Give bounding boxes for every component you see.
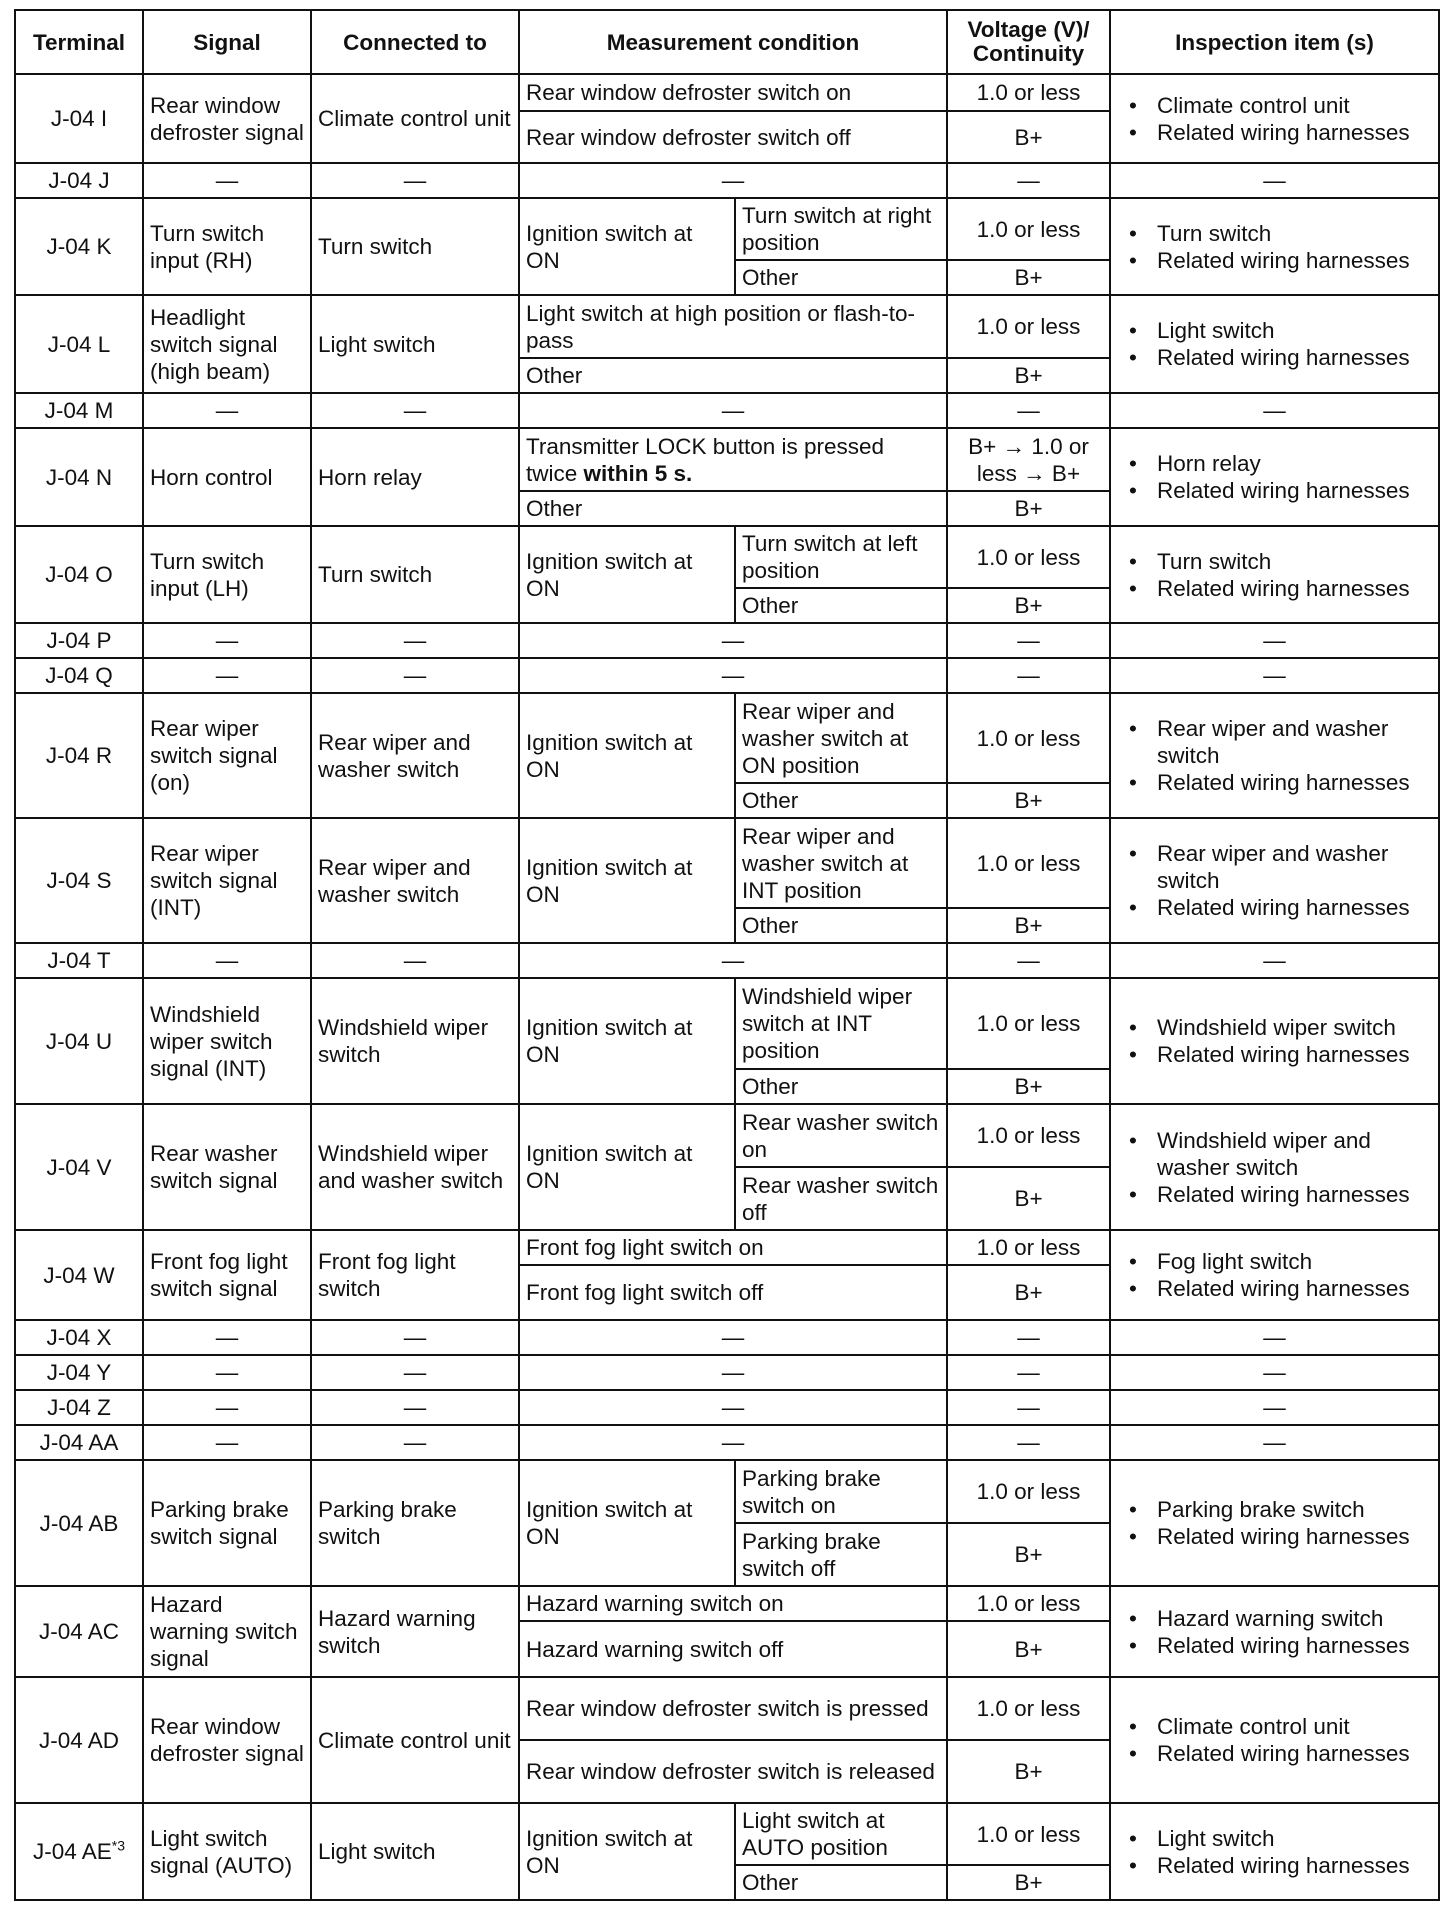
- voltage-cell: 1.0 or less: [947, 818, 1110, 908]
- table-row: [15, 428, 1439, 491]
- subcondition-cell: Windshield wiper switch at INT position: [735, 978, 947, 1069]
- inspection-cell: [1110, 295, 1439, 393]
- subcondition-cell: Rear wiper and washer switch at INT position: [735, 818, 947, 908]
- voltage-cell: B+: [947, 1523, 1110, 1586]
- dash-cell: —: [1110, 393, 1439, 428]
- dash-cell: —: [519, 623, 947, 658]
- list-item: • Related wiring harnesses: [1157, 1740, 1432, 1767]
- condition-cell: Ignition switch at ON: [519, 526, 735, 623]
- table-row: [15, 1460, 1439, 1523]
- list-item: • Related wiring harnesses: [1157, 477, 1432, 504]
- dash-cell: —: [311, 163, 519, 198]
- condition-cell: Ignition switch at ON: [519, 198, 735, 295]
- voltage-cell: B+ → 1.0 or less → B+: [947, 428, 1110, 491]
- dash-cell: —: [143, 1355, 311, 1390]
- dash-cell: —: [311, 1320, 519, 1355]
- voltage-cell: 1.0 or less: [947, 198, 1110, 260]
- voltage-cell: 1.0 or less: [947, 978, 1110, 1069]
- voltage-cell: B+: [947, 783, 1110, 818]
- terminal-cell: J-04 AE$^{*3}$: [15, 1803, 143, 1900]
- connected-cell: Climate control unit: [311, 1677, 519, 1803]
- table-row: [15, 1586, 1439, 1621]
- table-row: [15, 74, 1439, 111]
- subcondition-cell: Rear wiper and washer switch at ON position: [735, 693, 947, 783]
- voltage-cell: 1.0 or less: [947, 295, 1110, 358]
- list-item: • Parking brake switch: [1157, 1496, 1432, 1523]
- signal-cell: Front fog light switch signal: [143, 1230, 311, 1320]
- voltage-cell: B+: [947, 1621, 1110, 1677]
- terminal-cell: J-04 Y: [15, 1355, 143, 1390]
- voltage-cell: B+: [947, 908, 1110, 943]
- connected-cell: Windshield wiper and washer switch: [311, 1104, 519, 1230]
- list-item: • Related wiring harnesses: [1157, 1523, 1432, 1550]
- connected-cell: Rear wiper and washer switch: [311, 693, 519, 818]
- table-row: [15, 943, 1439, 978]
- dash-cell: —: [519, 1425, 947, 1460]
- condition-cell: Ignition switch at ON: [519, 1104, 735, 1230]
- voltage-cell: 1.0 or less: [947, 74, 1110, 111]
- terminal-inspection-table: [14, 9, 1440, 1901]
- signal-cell: Rear wiper switch signal (on): [143, 693, 311, 818]
- subcondition-cell: Light switch at AUTO position: [735, 1803, 947, 1865]
- voltage-cell: B+: [947, 260, 1110, 295]
- signal-cell: Parking brake switch signal: [143, 1460, 311, 1586]
- inspection-cell: [1110, 526, 1439, 623]
- connected-cell: Light switch: [311, 295, 519, 393]
- list-item: • Turn switch: [1157, 548, 1432, 575]
- terminal-cell: J-04 W: [15, 1230, 143, 1320]
- inspection-cell: [1110, 1586, 1439, 1677]
- dash-cell: —: [1110, 658, 1439, 693]
- condition-cell: Hazard warning switch off: [519, 1621, 947, 1677]
- voltage-cell: 1.0 or less: [947, 1677, 1110, 1740]
- voltage-cell: B+: [947, 111, 1110, 163]
- header-terminal: Terminal: [15, 10, 143, 74]
- connected-cell: Hazard warning switch: [311, 1586, 519, 1677]
- table-row: [15, 1104, 1439, 1167]
- dash-cell: —: [519, 163, 947, 198]
- condition-cell: Rear window defroster switch off: [519, 111, 947, 163]
- inspection-cell: [1110, 1803, 1439, 1900]
- terminal-cell: J-04 T: [15, 943, 143, 978]
- dash-cell: —: [947, 623, 1110, 658]
- inspection-cell: [1110, 1104, 1439, 1230]
- signal-cell: Turn switch input (LH): [143, 526, 311, 623]
- condition-cell: Other: [519, 358, 947, 393]
- terminal-cell: J-04 M: [15, 393, 143, 428]
- dash-cell: —: [143, 943, 311, 978]
- voltage-cell: 1.0 or less: [947, 1230, 1110, 1265]
- dash-cell: —: [947, 1425, 1110, 1460]
- dash-cell: —: [311, 1425, 519, 1460]
- terminal-cell: J-04 Q: [15, 658, 143, 693]
- voltage-cell: B+: [947, 1740, 1110, 1803]
- dash-cell: —: [143, 658, 311, 693]
- terminal-cell: J-04 U: [15, 978, 143, 1104]
- condition-cell: Ignition switch at ON: [519, 693, 735, 818]
- list-item: • Related wiring harnesses: [1157, 575, 1432, 602]
- terminal-cell: J-04 V: [15, 1104, 143, 1230]
- table-row: [15, 1230, 1439, 1265]
- list-item: • Related wiring harnesses: [1157, 247, 1432, 274]
- dash-cell: —: [143, 1320, 311, 1355]
- condition-cell: Front fog light switch off: [519, 1265, 947, 1320]
- terminal-cell: J-04 X: [15, 1320, 143, 1355]
- voltage-cell: B+: [947, 1865, 1110, 1900]
- table-row: [15, 693, 1439, 783]
- dash-cell: —: [947, 943, 1110, 978]
- list-item: • Turn switch: [1157, 220, 1432, 247]
- signal-cell: Turn switch input (RH): [143, 198, 311, 295]
- signal-cell: Rear wiper switch signal (INT): [143, 818, 311, 943]
- signal-cell: Headlight switch signal (high beam): [143, 295, 311, 393]
- connected-cell: Front fog light switch: [311, 1230, 519, 1320]
- inspection-cell: [1110, 1230, 1439, 1320]
- dash-cell: —: [1110, 1320, 1439, 1355]
- list-item: • Horn relay: [1157, 450, 1432, 477]
- connected-cell: Rear wiper and washer switch: [311, 818, 519, 943]
- terminal-cell: J-04 AD: [15, 1677, 143, 1803]
- dash-cell: —: [143, 1425, 311, 1460]
- list-item: • Rear wiper and washer switch: [1157, 840, 1432, 894]
- connected-cell: Parking brake switch: [311, 1460, 519, 1586]
- list-item: • Windshield wiper switch: [1157, 1014, 1432, 1041]
- dash-cell: —: [947, 393, 1110, 428]
- table-row: [15, 1320, 1439, 1355]
- dash-cell: —: [311, 1390, 519, 1425]
- condition-cell: Hazard warning switch on: [519, 1586, 947, 1621]
- subcondition-cell: Rear washer switch on: [735, 1104, 947, 1167]
- list-item: • Climate control unit: [1157, 92, 1432, 119]
- list-item: • Rear wiper and washer switch: [1157, 715, 1432, 769]
- connected-cell: Windshield wiper switch: [311, 978, 519, 1104]
- terminal-cell: J-04 O: [15, 526, 143, 623]
- condition-cell: Ignition switch at ON: [519, 1803, 735, 1900]
- condition-cell: Rear window defroster switch is released: [519, 1740, 947, 1803]
- dash-cell: —: [519, 1390, 947, 1425]
- voltage-cell: B+: [947, 1069, 1110, 1104]
- terminal-cell: J-04 AC: [15, 1586, 143, 1677]
- voltage-cell: 1.0 or less: [947, 1460, 1110, 1523]
- voltage-cell: 1.0 or less: [947, 1104, 1110, 1167]
- dash-cell: —: [519, 943, 947, 978]
- subcondition-cell: Other: [735, 588, 947, 623]
- terminal-cell: J-04 L: [15, 295, 143, 393]
- list-item: • Related wiring harnesses: [1157, 1275, 1432, 1302]
- subcondition-cell: Turn switch at right position: [735, 198, 947, 260]
- inspection-cell: [1110, 1677, 1439, 1803]
- dash-cell: —: [947, 1390, 1110, 1425]
- list-item: • Related wiring harnesses: [1157, 894, 1432, 921]
- table-row: [15, 1355, 1439, 1390]
- inspection-cell: [1110, 428, 1439, 526]
- connected-cell: Horn relay: [311, 428, 519, 526]
- table-row: [15, 526, 1439, 588]
- dash-cell: —: [1110, 623, 1439, 658]
- table-row: [15, 978, 1439, 1069]
- table-row: [15, 393, 1439, 428]
- condition-cell: Rear window defroster switch on: [519, 74, 947, 111]
- list-item: • Light switch: [1157, 317, 1432, 344]
- connected-cell: Light switch: [311, 1803, 519, 1900]
- condition-cell: Other: [519, 491, 947, 526]
- signal-cell: Windshield wiper switch signal (INT): [143, 978, 311, 1104]
- subcondition-cell: Other: [735, 260, 947, 295]
- footnote-marker: *3: [111, 1837, 126, 1854]
- voltage-cell: 1.0 or less: [947, 1803, 1110, 1865]
- table-row: [15, 818, 1439, 908]
- table-row: [15, 1390, 1439, 1425]
- list-item: • Fog light switch: [1157, 1248, 1432, 1275]
- list-item: • Climate control unit: [1157, 1713, 1432, 1740]
- subcondition-cell: Other: [735, 783, 947, 818]
- terminal-cell: J-04 N: [15, 428, 143, 526]
- condition-cell: Ignition switch at ON: [519, 978, 735, 1104]
- subcondition-cell: Rear washer switch off: [735, 1167, 947, 1230]
- dash-cell: —: [947, 163, 1110, 198]
- condition-cell: Transmitter LOCK button is pressed twice within 5 s.: [519, 428, 947, 491]
- voltage-cell: B+: [947, 491, 1110, 526]
- terminal-cell: J-04 I: [15, 74, 143, 163]
- list-item: • Related wiring harnesses: [1157, 1852, 1432, 1879]
- condition-cell: Ignition switch at ON: [519, 1460, 735, 1586]
- header-measurement-condition: Measurement condition: [519, 10, 947, 74]
- dash-cell: —: [519, 1320, 947, 1355]
- list-item: • Related wiring harnesses: [1157, 1632, 1432, 1659]
- dash-cell: —: [311, 393, 519, 428]
- dash-cell: —: [1110, 1355, 1439, 1390]
- dash-cell: —: [947, 1355, 1110, 1390]
- condition-cell: Front fog light switch on: [519, 1230, 947, 1265]
- list-item: • Windshield wiper and washer switch: [1157, 1127, 1432, 1181]
- terminal-cell: J-04 AB: [15, 1460, 143, 1586]
- dash-cell: —: [519, 393, 947, 428]
- list-item: • Hazard warning switch: [1157, 1605, 1432, 1632]
- terminal-cell: J-04 K: [15, 198, 143, 295]
- table-row: [15, 163, 1439, 198]
- inspection-cell: [1110, 198, 1439, 295]
- condition-cell: Rear window defroster switch is pressed: [519, 1677, 947, 1740]
- table-row: [15, 623, 1439, 658]
- header-signal: Signal: [143, 10, 311, 74]
- subcondition-cell: Parking brake switch off: [735, 1523, 947, 1586]
- dash-cell: —: [311, 623, 519, 658]
- signal-cell: Rear window defroster signal: [143, 1677, 311, 1803]
- connected-cell: Turn switch: [311, 198, 519, 295]
- dash-cell: —: [311, 1355, 519, 1390]
- dash-cell: —: [143, 623, 311, 658]
- list-item: • Related wiring harnesses: [1157, 1041, 1432, 1068]
- voltage-cell: 1.0 or less: [947, 1586, 1110, 1621]
- subcondition-cell: Other: [735, 908, 947, 943]
- dash-cell: —: [1110, 943, 1439, 978]
- table-row: [15, 1803, 1439, 1865]
- dash-cell: —: [947, 1320, 1110, 1355]
- inspection-cell: [1110, 74, 1439, 163]
- voltage-cell: B+: [947, 588, 1110, 623]
- dash-cell: —: [1110, 163, 1439, 198]
- terminal-cell: J-04 Z: [15, 1390, 143, 1425]
- table-row: [15, 1677, 1439, 1740]
- inspection-cell: [1110, 693, 1439, 818]
- list-item: • Related wiring harnesses: [1157, 1181, 1432, 1208]
- subcondition-cell: Turn switch at left position: [735, 526, 947, 588]
- table-row: [15, 295, 1439, 358]
- header-connected-to: Connected to: [311, 10, 519, 74]
- connected-cell: Climate control unit: [311, 74, 519, 163]
- terminal-cell: J-04 AA: [15, 1425, 143, 1460]
- dash-cell: —: [1110, 1390, 1439, 1425]
- condition-cell: Light switch at high position or flash-to-pass: [519, 295, 947, 358]
- voltage-cell: 1.0 or less: [947, 693, 1110, 783]
- signal-cell: Hazard warning switch signal: [143, 1586, 311, 1677]
- voltage-cell: B+: [947, 1167, 1110, 1230]
- subcondition-cell: Parking brake switch on: [735, 1460, 947, 1523]
- voltage-cell: B+: [947, 358, 1110, 393]
- list-item: • Related wiring harnesses: [1157, 769, 1432, 796]
- terminal-cell: J-04 J: [15, 163, 143, 198]
- dash-cell: —: [311, 658, 519, 693]
- list-item: • Related wiring harnesses: [1157, 344, 1432, 371]
- dash-cell: —: [143, 163, 311, 198]
- dash-cell: —: [143, 1390, 311, 1425]
- header-inspection: Inspection item (s): [1110, 10, 1439, 74]
- connected-cell: Turn switch: [311, 526, 519, 623]
- table-row: [15, 198, 1439, 260]
- dash-cell: —: [947, 658, 1110, 693]
- voltage-cell: 1.0 or less: [947, 526, 1110, 588]
- dash-cell: —: [519, 1355, 947, 1390]
- list-item: • Light switch: [1157, 1825, 1432, 1852]
- signal-cell: Rear washer switch signal: [143, 1104, 311, 1230]
- table-row: [15, 1425, 1439, 1460]
- signal-cell: Rear window defroster signal: [143, 74, 311, 163]
- dash-cell: —: [519, 658, 947, 693]
- inspection-cell: [1110, 1460, 1439, 1586]
- inspection-cell: [1110, 818, 1439, 943]
- subcondition-cell: Other: [735, 1069, 947, 1104]
- list-item: • Related wiring harnesses: [1157, 119, 1432, 146]
- dash-cell: —: [143, 393, 311, 428]
- condition-cell: Ignition switch at ON: [519, 818, 735, 943]
- signal-cell: Light switch signal (AUTO): [143, 1803, 311, 1900]
- header-voltage: Voltage (V)/ Continuity: [947, 10, 1110, 74]
- voltage-cell: B+: [947, 1265, 1110, 1320]
- terminal-cell: J-04 P: [15, 623, 143, 658]
- inspection-cell: [1110, 978, 1439, 1104]
- header-row: [15, 10, 1439, 74]
- signal-cell: Horn control: [143, 428, 311, 526]
- subcondition-cell: Other: [735, 1865, 947, 1900]
- dash-cell: —: [1110, 1425, 1439, 1460]
- dash-cell: —: [311, 943, 519, 978]
- table-row: [15, 658, 1439, 693]
- terminal-cell: J-04 R: [15, 693, 143, 818]
- terminal-cell: J-04 S: [15, 818, 143, 943]
